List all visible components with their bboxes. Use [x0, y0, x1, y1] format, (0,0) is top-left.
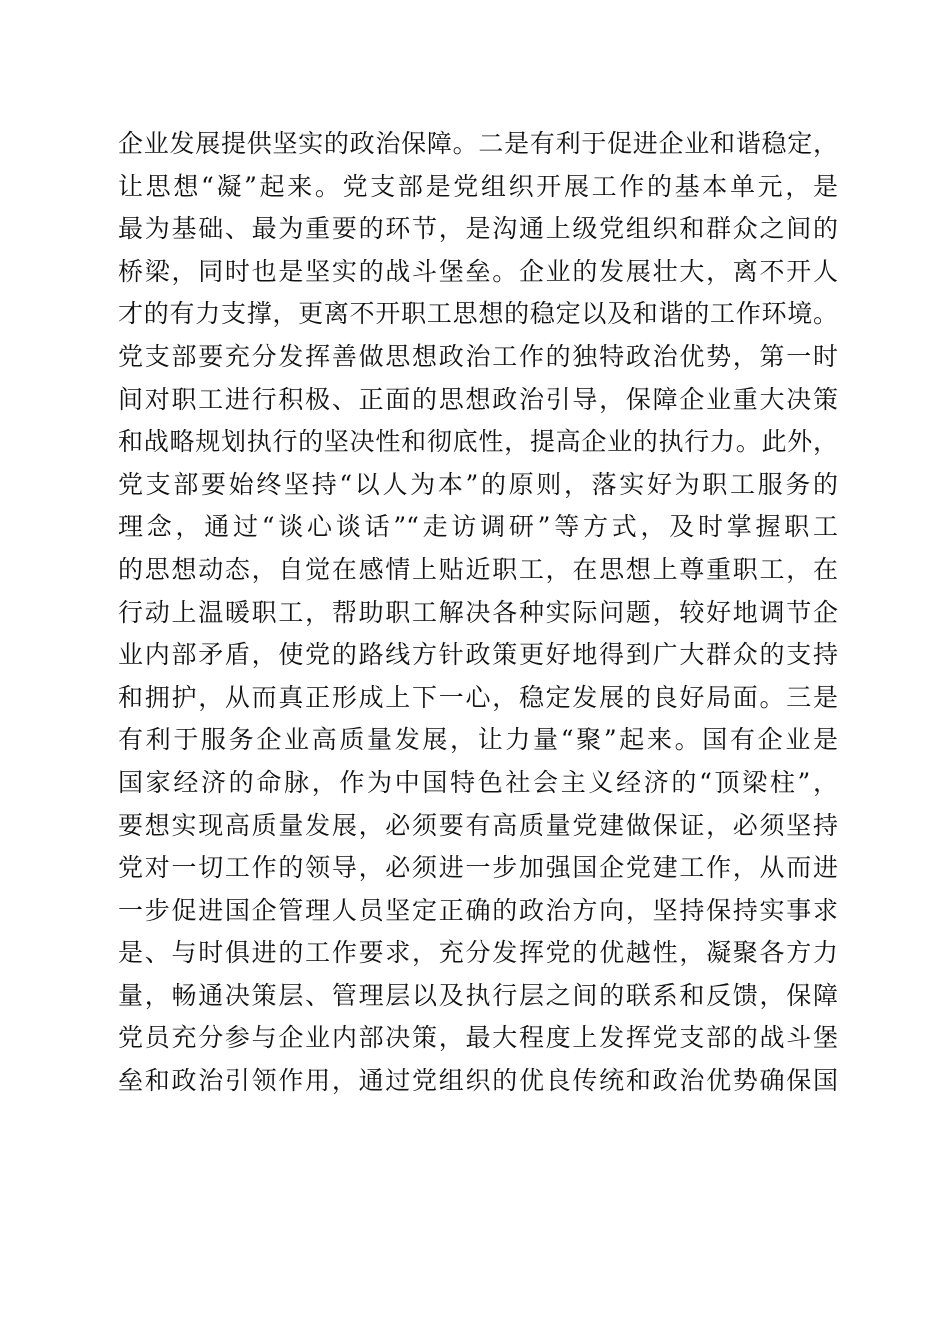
- text-line-20: 是、与时俱进的工作要求，充分发挥党的优越性，凝聚各方力: [118, 938, 838, 968]
- text-line-17: 要想实现高质量发展，必须要有高质量党建做保证，必须坚持: [118, 810, 838, 840]
- text-line-14: 和拥护，从而真正形成上下一心，稳定发展的良好局面。三是: [118, 682, 838, 712]
- text-line-15: 有利于服务企业高质量发展，让力量“聚”起来。国有企业是: [118, 725, 838, 755]
- text-line-13: 业内部矛盾，使党的路线方针政策更好地得到广大群众的支持: [118, 640, 838, 670]
- text-line-22: 党员充分参与企业内部决策，最大程度上发挥党支部的战斗堡: [118, 1023, 838, 1053]
- text-line-2: 让思想“凝”起来。党支部是党组织开展工作的基本单元，是: [118, 171, 838, 201]
- text-line-3: 最为基础、最为重要的环节，是沟通上级党组织和群众之间的: [118, 214, 838, 244]
- body-text: [118, 123, 838, 1103]
- text-line-12: 行动上温暖职工，帮助职工解决各种实际问题，较好地调节企: [118, 597, 838, 627]
- text-line-21: 量，畅通决策层、管理层以及执行层之间的联系和反馈，保障: [118, 980, 838, 1010]
- text-line-6: 党支部要充分发挥善做思想政治工作的独特政治优势，第一时: [118, 341, 838, 371]
- text-line-7: 间对职工进行积极、正面的思想政治引导，保障企业重大决策: [118, 384, 838, 414]
- text-line-5: 才的有力支撑，更离不开职工思想的稳定以及和谐的工作环境。: [118, 299, 838, 329]
- text-line-11: 的思想动态，自觉在感情上贴近职工，在思想上尊重职工，在: [118, 554, 838, 584]
- text-line-1: 企业发展提供坚实的政治保障。二是有利于促进企业和谐稳定，: [118, 129, 838, 158]
- text-line-4: 桥梁，同时也是坚实的战斗堡垒。企业的发展壮大，离不开人: [118, 256, 838, 286]
- text-line-9: 党支部要始终坚持“以人为本”的原则，落实好为职工服务的: [118, 469, 838, 499]
- text-line-23: 垒和政治引领作用，通过党组织的优良传统和政治优势确保国: [118, 1066, 838, 1096]
- text-line-19: 一步促进国企管理人员坚定正确的政治方向，坚持保持实事求: [118, 895, 838, 925]
- text-line-8: 和战略规划执行的坚决性和彻底性，提高企业的执行力。此外，: [118, 427, 838, 457]
- text-line-10: 理念，通过“谈心谈话”“走访调研”等方式，及时掌握职工: [118, 512, 838, 542]
- text-line-18: 党对一切工作的领导，必须进一步加强国企党建工作，从而进: [118, 853, 838, 883]
- text-line-16: 国家经济的命脉，作为中国特色社会主义经济的“顶梁柱”，: [118, 767, 838, 797]
